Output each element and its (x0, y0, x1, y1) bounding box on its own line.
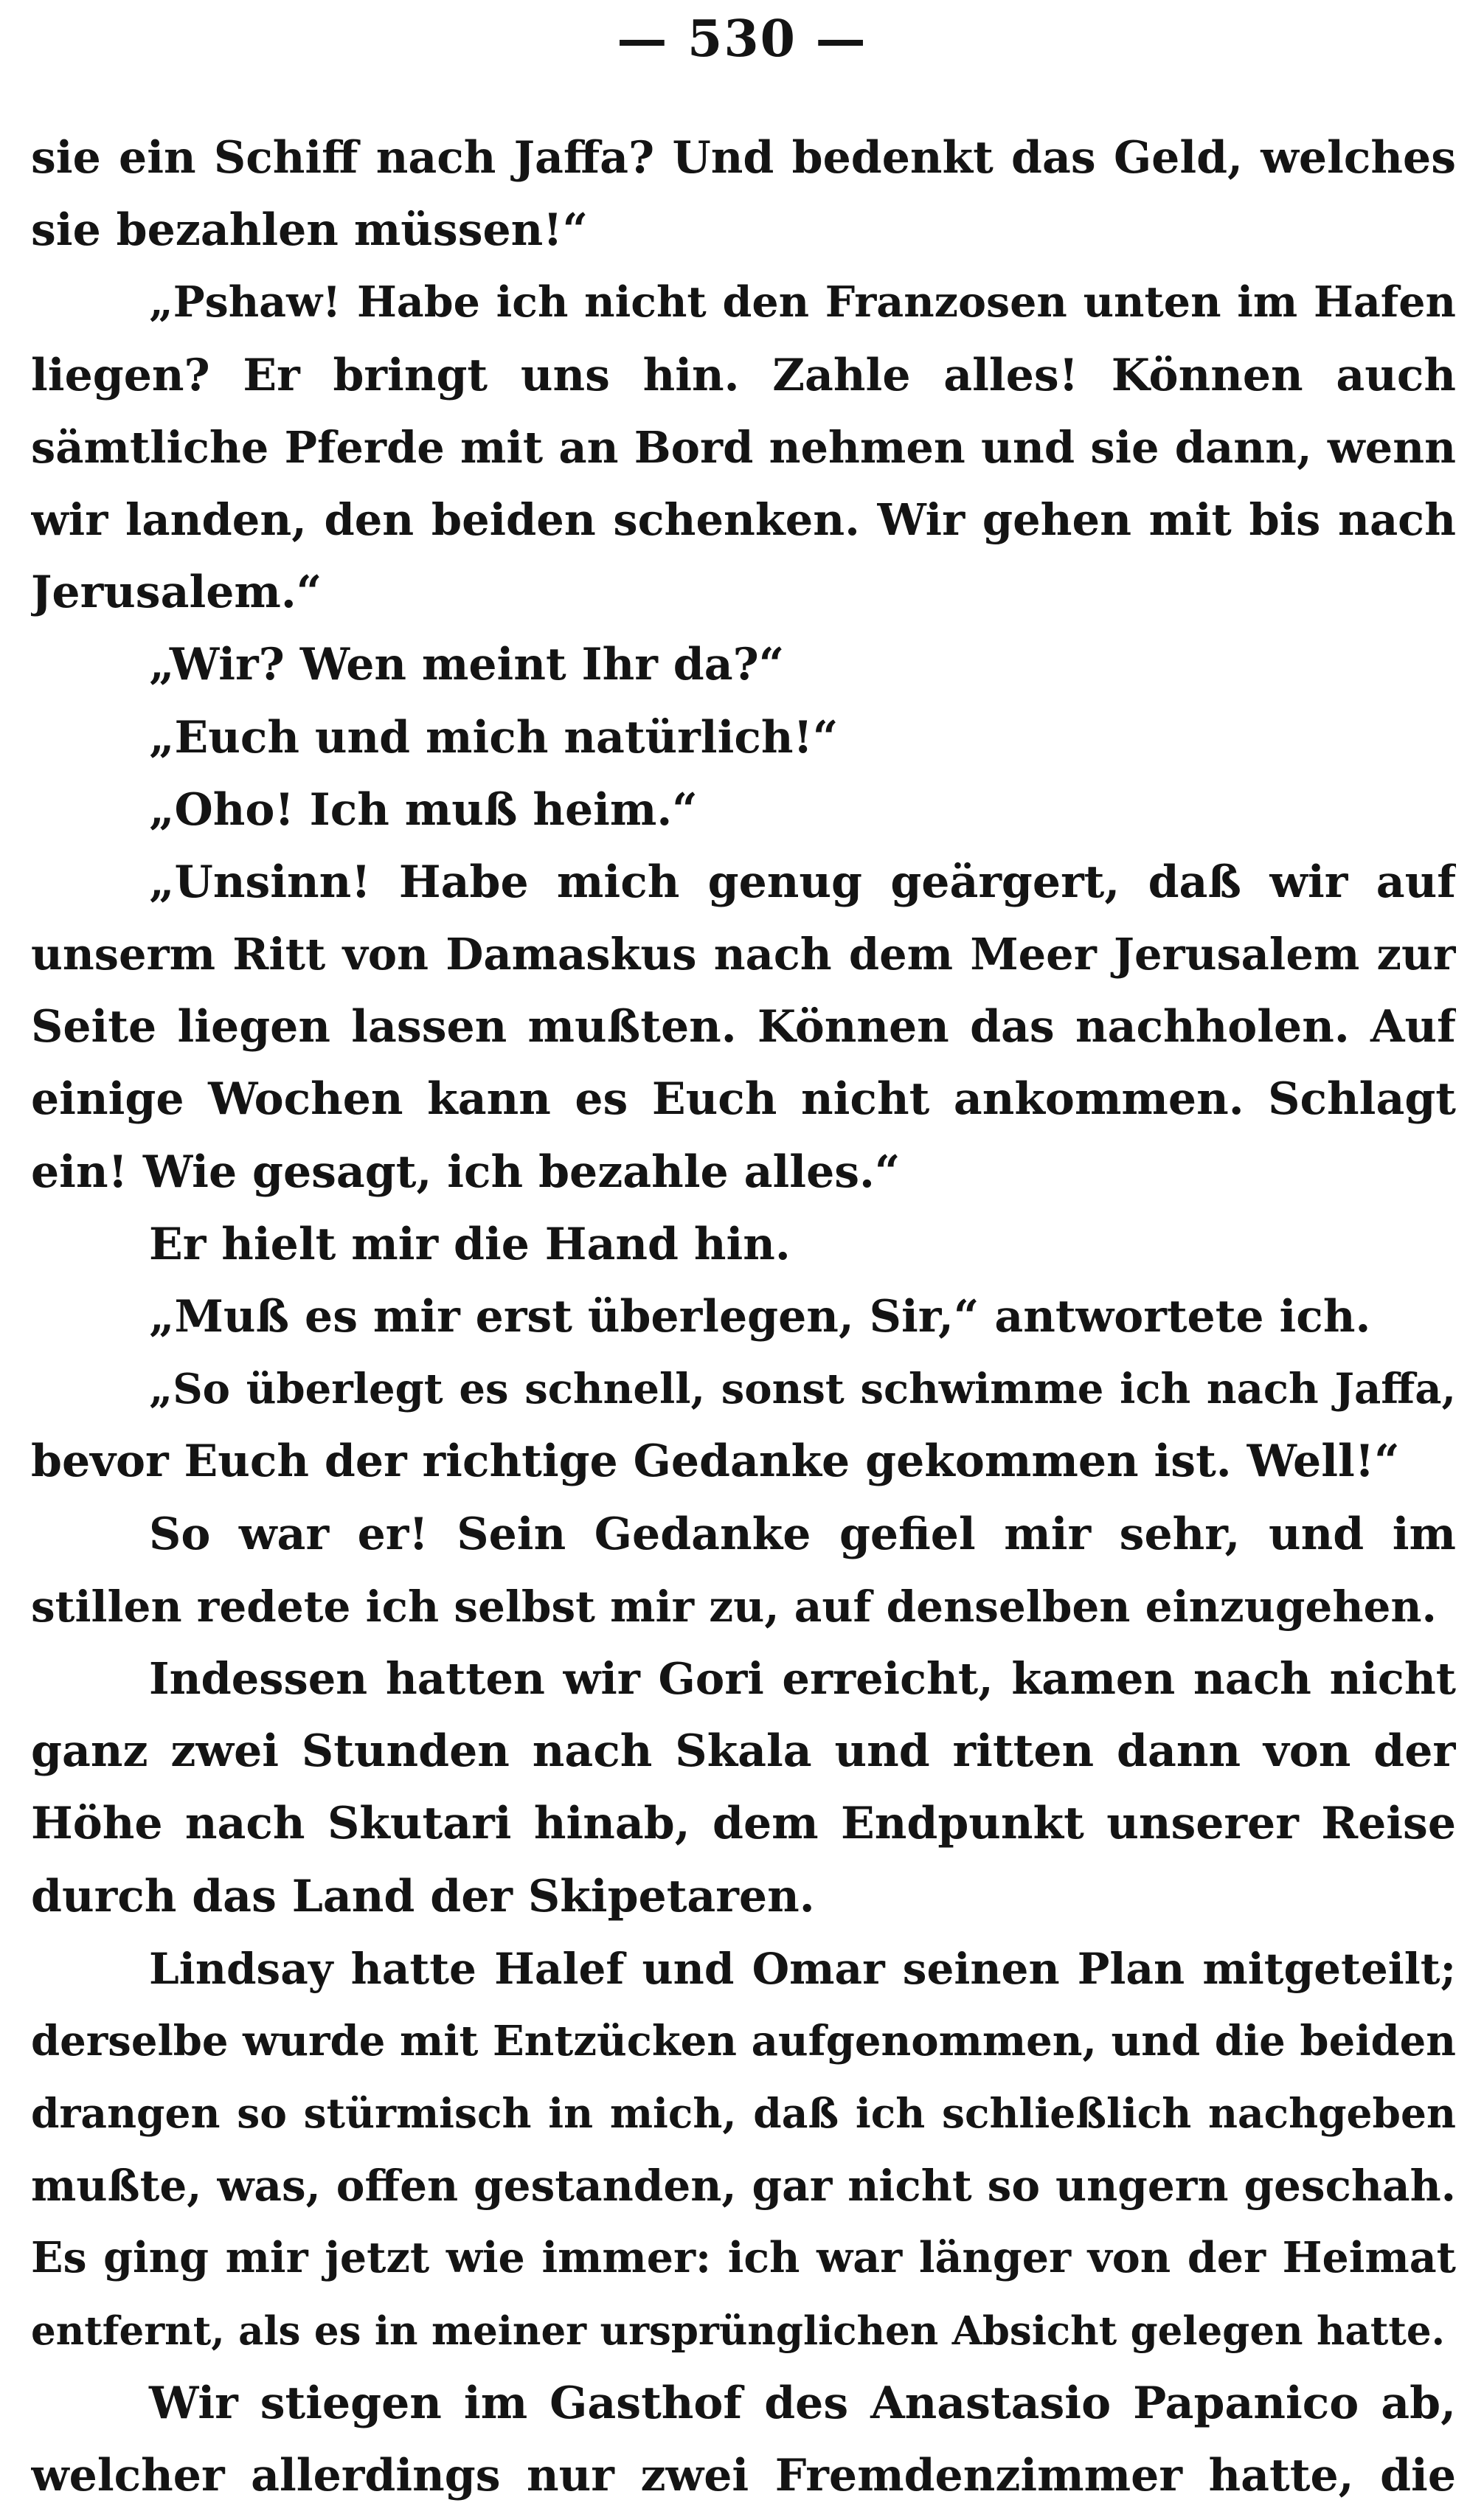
text-line: Lindsay hatte Halef und Omar seinen Plan mitgeteilt; (149, 1943, 1456, 1994)
text-line: Jerusalem.“ (31, 567, 322, 619)
text-line: derselbe wurde mit Entzücken aufgenommen, und die beiden (31, 2016, 1456, 2065)
text-line: So war er! Sein Gedanke gefiel mir sehr, und im (149, 1508, 1456, 1560)
text-line: unserm Ritt von Damaskus nach dem Meer Jerusalem zur (31, 929, 1456, 980)
text-line: ganz zwei Stunden nach Skala und ritten dann von der (31, 1725, 1456, 1778)
text-line: stillen redete ich selbst mir zu, auf denselben einzugehen. (31, 1581, 1437, 1632)
text-line: sie bezahlen müssen!“ (31, 204, 589, 257)
text-line: bevor Euch der richtige Gedanke gekommen ist. Well!“ (31, 1436, 1400, 1488)
text-line: „Oho! Ich muß heim.“ (149, 783, 698, 836)
text-line: „So überlegt es schnell, sonst schwimme ich nach Jaffa, (149, 1365, 1456, 1414)
text-line: sämtliche Pferde mit an Bord nehmen und sie dann, wenn (31, 421, 1456, 473)
text-line: „Wir? Wen meint Ihr da?“ (149, 639, 785, 691)
text-line: Wir stiegen im Gasthof des Anastasio Papanico ab, (149, 2377, 1456, 2429)
text-line: ein! Wie gesagt, ich bezahle alles.“ (31, 1146, 901, 1198)
text-line: „Unsinn! Habe mich genug geärgert, daß wir auf (149, 856, 1456, 908)
text-line: welcher allerdings nur zwei Fremdenzimmer hatte, die (31, 2450, 1456, 2501)
text-line: sie ein Schiff nach Jaffa? Und bedenkt das Geld, welches (31, 132, 1456, 184)
text-line: durch das Land der Skipetaren. (31, 1870, 815, 1922)
text-line: Es ging mir jetzt wie immer: ich war länger von der Heimat (31, 2233, 1456, 2283)
body-text (31, 122, 1456, 2512)
text-line: entfernt, als es in meiner ursprünglichen Absicht gelegen hatte. (31, 2307, 1446, 2354)
text-line: Er hielt mir die Hand hin. (149, 1218, 791, 1270)
text-line: Indessen hatten wir Gori erreicht, kamen nach nicht (149, 1652, 1456, 1704)
text-line: „Euch und mich natürlich!“ (149, 711, 839, 763)
page-number: — 530 — (617, 10, 867, 69)
text-line: Höhe nach Skutari hinab, dem Endpunkt unserer Reise (31, 1798, 1456, 1850)
text-line: wir landen, den beiden schenken. Wir gehen mit bis nach (31, 494, 1456, 545)
text-line: „Muß es mir erst überlegen, Sir,“ antwortete ich. (149, 1291, 1371, 1343)
text-line: liegen? Er bringt uns hin. Zahle alles! Können auch (31, 349, 1456, 401)
text-line: einige Wochen kann es Euch nicht ankommen. Schlagt (31, 1073, 1456, 1126)
text-line: „Pshaw! Habe ich nicht den Franzosen unten im Hafen (149, 277, 1456, 328)
text-line: mußte, was, offen gestanden, gar nicht so ungern geschah. (31, 2161, 1456, 2212)
text-line: Seite liegen lassen mußten. Können das nachholen. Auf (31, 1001, 1456, 1053)
text-line: drangen so stürmisch in mich, daß ich schließlich nachgeben (31, 2089, 1456, 2138)
